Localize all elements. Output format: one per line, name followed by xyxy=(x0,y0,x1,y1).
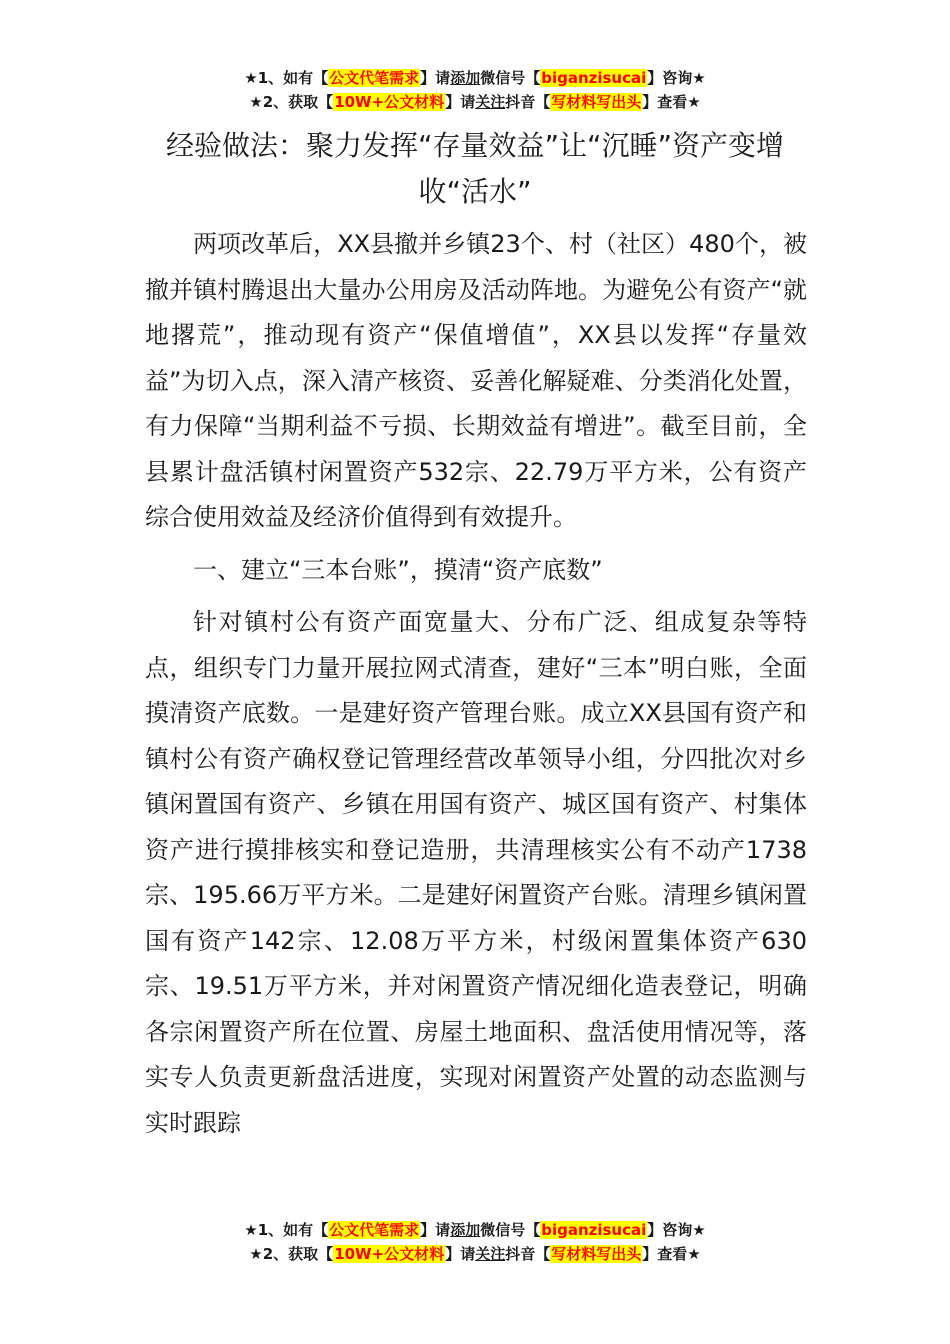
document-title: 经验做法：聚力发挥“存量效益”让“沉睡”资产变增收“活水” xyxy=(165,129,785,208)
highlight-service: 公文代笔需求 xyxy=(329,1221,420,1239)
highlight-douyin: 写材料写出头 xyxy=(551,93,642,111)
header-banner-line-2: ★2、获取【10W+公文材料】请关注抖音【写材料写出头】查看★ xyxy=(249,93,701,111)
highlight-service: 公文代笔需求 xyxy=(329,69,420,87)
highlight-materials: 10W+公文材料 xyxy=(334,93,445,111)
document-body xyxy=(145,222,807,1146)
paragraph-intro: 两项改革后，XX县撤并乡镇23个、村（社区）480个，被撤并镇村腾退出大量办公用房及活动阵地。为避免公有资产“就地撂荒”，推动现有资产“保值增值”，XX县以发挥“存量效益”为切入点，深入清产核资、妥善化解疑难、分类消化处置，有力保障“当期利益不亏损、长期效益有增进”。截至目前，全县累计盘活镇村闲置资产532宗、22.79万平方米，公有资产综合使用效益及经济价值得到有效提升。 xyxy=(145,230,807,531)
footer-banner xyxy=(0,1218,950,1266)
header-banner xyxy=(0,66,950,114)
highlight-wechat-id: biganzisucai xyxy=(541,69,647,87)
header-banner-line-1: ★1、如有【公文代笔需求】请添加微信号【biganzisucai】咨询★ xyxy=(244,69,706,87)
footer-banner-line-2: ★2、获取【10W+公文材料】请关注抖音【写材料写出头】查看★ xyxy=(249,1245,701,1263)
highlight-wechat-id: biganzisucai xyxy=(541,1221,647,1239)
highlight-materials: 10W+公文材料 xyxy=(334,1245,445,1263)
paragraph-section-1: 针对镇村公有资产面宽量大、分布广泛、组成复杂等特点，组织专门力量开展拉网式清查，建好“三本”明白账，全面摸清资产底数。一是建好资产管理台账。成立XX县国有资产和镇村公有资产确权登记管理经营改革领导小组，分四批次对乡镇闲置国有资产、乡镇在用国有资产、城区国有资产、村集体资产进行摸排核实和登记造册，共清理核实公有不动产1738宗、195.66万平方米。二是建好闲置资产台账。清理乡镇闲置国有资产142宗、12.08万平方米，村级闲置集体资产630宗、19.51万平方米，并对闲置资产情况细化造表登记，明确各宗闲置资产所在位置、房屋土地面积、盘活使用情况等，落实专人负责更新盘活进度，实现对闲置资产处置的动态监测与实时跟踪 xyxy=(145,608,807,1137)
highlight-douyin: 写材料写出头 xyxy=(551,1245,642,1263)
section-heading-1: 一、建立“三本台账”，摸清“资产底数” xyxy=(193,555,603,584)
footer-banner-line-1: ★1、如有【公文代笔需求】请添加微信号【biganzisucai】咨询★ xyxy=(244,1221,706,1239)
